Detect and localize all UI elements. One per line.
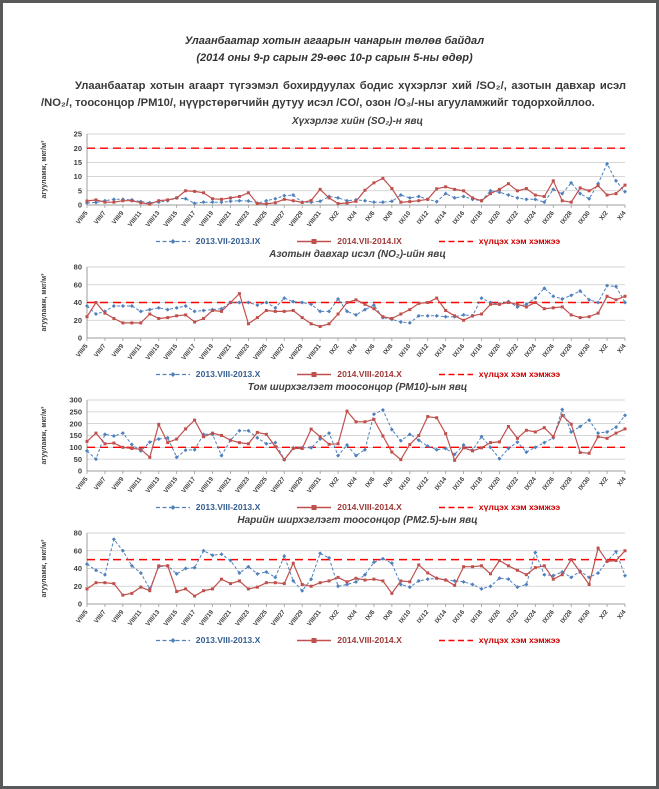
y-tick-label: 40 — [73, 563, 82, 573]
x-tick-label: IX/8 — [382, 608, 395, 622]
chart-pm25-plot — [37, 527, 632, 639]
legend-2014-swatch — [296, 503, 332, 512]
x-tick-label: VIII/17 — [180, 475, 198, 495]
x-tick-label: IX/24 — [523, 608, 538, 625]
x-tick-label: IX/4 — [346, 608, 359, 622]
x-tick-label: IX/16 — [451, 608, 467, 625]
x-tick-label: VIII/13 — [144, 475, 162, 495]
x-tick-label: VIII/17 — [180, 608, 198, 628]
x-tick-label: X/2 — [598, 209, 610, 222]
x-tick-label: IX/30 — [577, 608, 592, 625]
x-tick-label: IX/16 — [451, 342, 467, 359]
x-tick-label: VIII/9 — [110, 608, 126, 625]
x-tick-label: IX/28 — [559, 342, 574, 359]
x-tick-label: IX/30 — [577, 342, 592, 359]
legend-2013 — [155, 370, 261, 379]
x-tick-label: IX/10 — [397, 209, 413, 226]
charts-container — [37, 116, 632, 645]
legend-2013-label: 2013.VIII-2013.X — [195, 501, 261, 512]
x-tick-label: VIII/27 — [270, 475, 287, 495]
series-2013.VIII-2013.X — [85, 407, 627, 461]
x-tick-label: X/2 — [598, 475, 610, 488]
x-tick-label: IX/24 — [523, 475, 538, 492]
y-tick-label: 60 — [73, 545, 82, 555]
y-tick-label: 50 — [73, 454, 82, 464]
y-tick-label: 10 — [73, 171, 82, 181]
x-tick-label: VIII/27 — [270, 342, 287, 362]
legend-2014-label: 2014.VIII-2014.X — [337, 634, 402, 645]
legend-limit-label: хүлцэх хэм хэмжээ — [478, 634, 561, 645]
chart-pm25 — [37, 515, 632, 645]
x-tick-label: VIII/31 — [305, 209, 323, 229]
y-axis-label: агууламж, мкг/м³ — [41, 406, 48, 465]
chart-pm25-legend — [37, 636, 632, 645]
x-tick-label: VIII/15 — [162, 608, 180, 628]
legend-2014-swatch — [296, 636, 332, 645]
x-tick-label: VIII/29 — [288, 608, 305, 628]
x-tick-label: VIII/31 — [305, 475, 323, 495]
y-tick-label: 0 — [77, 599, 82, 609]
x-tick-label: VIII/7 — [92, 608, 108, 625]
x-tick-label: IX/28 — [559, 475, 574, 492]
x-tick-label: IX/6 — [364, 475, 377, 489]
x-tick-label: IX/8 — [382, 342, 395, 356]
x-tick-label: VIII/23 — [234, 342, 251, 362]
y-tick-label: 20 — [73, 581, 82, 591]
x-tick-label: VIII/9 — [110, 475, 126, 492]
y-tick-label: 80 — [73, 262, 82, 272]
y-tick-label: 20 — [73, 315, 82, 325]
legend-2013-label: 2013.VII-2013.IX — [195, 235, 261, 246]
legend-2014-label: 2014.VIII-2014.X — [337, 368, 402, 379]
chart-no2-title: Азотын давхар исэл (NO₂)-ийн явц — [269, 248, 446, 260]
y-tick-label: 150 — [69, 430, 82, 440]
chart-no2 — [37, 249, 632, 379]
x-tick-label: IX/22 — [505, 608, 520, 625]
x-tick-label: IX/30 — [577, 475, 592, 492]
legend-2014-label: 2014.VIII-2014.X — [337, 501, 402, 512]
x-tick-label: VIII/11 — [126, 342, 144, 361]
x-tick-label: VIII/11 — [126, 608, 144, 627]
x-tick-label: IX/26 — [541, 342, 556, 359]
x-tick-label: VIII/19 — [198, 342, 216, 362]
legend-2013-swatch — [155, 370, 191, 379]
x-tick-label: IX/6 — [364, 209, 377, 223]
x-tick-label: VIII/11 — [126, 475, 144, 494]
x-tick-label: IX/8 — [382, 475, 395, 489]
x-tick-label: IX/12 — [415, 608, 431, 625]
legend-limit-swatch — [438, 636, 474, 645]
chart-no2-plot — [37, 261, 632, 373]
legend-limit — [438, 370, 560, 379]
y-tick-label: 60 — [73, 279, 82, 289]
legend-2013-swatch — [155, 636, 191, 645]
chart-pm10-legend — [37, 503, 632, 512]
x-tick-label: VIII/5 — [75, 209, 90, 226]
y-tick-label: 0 — [77, 333, 82, 343]
x-tick-label: IX/10 — [397, 475, 413, 492]
x-tick-label: IX/16 — [451, 475, 467, 492]
x-tick-label: IX/12 — [415, 475, 431, 492]
legend-2014-swatch — [296, 370, 332, 379]
chart-so2-legend — [37, 237, 632, 246]
x-tick-label: VIII/7 — [92, 475, 108, 492]
x-tick-label: VIII/21 — [216, 608, 234, 628]
chart-pm10-plot — [37, 394, 632, 506]
x-tick-label: IX/22 — [505, 475, 520, 492]
legend-limit-label: хүлцэх хэм хэмжээ — [478, 368, 561, 379]
document-title: Улаанбаатар хотын агаарын чанарын төлөв байдал — [184, 35, 485, 47]
x-tick-label: IX/2 — [328, 342, 341, 356]
x-tick-label: IX/4 — [346, 209, 359, 223]
x-tick-label: VIII/31 — [305, 608, 323, 628]
x-tick-label: VIII/29 — [288, 475, 305, 495]
x-tick-label: VIII/17 — [180, 342, 198, 362]
legend-limit-swatch — [438, 370, 474, 379]
legend-2013-swatch — [155, 503, 191, 512]
legend-2014 — [296, 636, 402, 645]
x-tick-label: VIII/29 — [288, 342, 305, 362]
legend-limit-label: хүлцэх хэм хэмжээ — [478, 501, 561, 512]
x-tick-label: VIII/5 — [75, 475, 90, 492]
x-tick-label: VIII/27 — [270, 608, 287, 628]
x-tick-label: VIII/29 — [288, 209, 305, 229]
x-tick-label: X/4 — [616, 209, 628, 222]
y-tick-label: 15 — [73, 157, 82, 167]
x-tick-label: IX/10 — [397, 608, 413, 625]
x-tick-label: IX/4 — [346, 475, 359, 489]
x-tick-label: IX/22 — [505, 209, 520, 226]
x-tick-label: IX/14 — [433, 209, 449, 226]
x-tick-label: IX/28 — [559, 608, 574, 625]
x-tick-label: X/4 — [616, 475, 628, 488]
x-tick-label: IX/24 — [523, 342, 538, 359]
x-tick-label: IX/16 — [451, 209, 467, 226]
legend-2013-swatch — [155, 237, 191, 246]
x-tick-label: VIII/13 — [144, 209, 162, 229]
x-tick-label: VIII/25 — [252, 342, 269, 362]
chart-pm10 — [37, 382, 632, 512]
legend-limit-swatch — [438, 503, 474, 512]
x-tick-label: IX/12 — [415, 342, 431, 359]
x-tick-label: IX/20 — [487, 209, 503, 226]
x-tick-label: X/2 — [598, 342, 610, 355]
legend-2014-label: 2014.VII-2014.IX — [337, 235, 402, 246]
x-tick-label: X/2 — [598, 608, 610, 621]
y-tick-label: 250 — [69, 407, 82, 417]
legend-2014 — [296, 370, 402, 379]
x-tick-label: VIII/9 — [110, 342, 126, 359]
x-tick-label: IX/6 — [364, 342, 377, 356]
legend-limit-swatch — [438, 237, 474, 246]
x-tick-label: IX/28 — [559, 209, 574, 226]
chart-so2-title: Хүхэрлэг хийн (SO₂)-н явц — [291, 115, 424, 127]
x-tick-label: VIII/27 — [270, 209, 287, 229]
x-tick-label: VIII/31 — [305, 342, 323, 362]
x-tick-label: IX/12 — [415, 209, 431, 226]
chart-pm10-title: Том ширхэглэгт тоосонцор (PM10)-ын явц — [247, 381, 468, 393]
legend-2014-swatch — [296, 237, 332, 246]
legend-limit — [438, 237, 560, 246]
x-tick-label: VIII/17 — [180, 209, 198, 229]
x-tick-label: VIII/25 — [252, 475, 269, 495]
x-tick-label: VIII/7 — [92, 342, 108, 359]
x-tick-label: VIII/5 — [75, 608, 90, 625]
x-tick-label: VIII/15 — [162, 475, 180, 495]
chart-no2-legend — [37, 370, 632, 379]
x-tick-label: VIII/21 — [216, 342, 234, 362]
x-tick-label: IX/18 — [469, 342, 485, 359]
chart-pm25-title: Нарийн ширхэглэгт тоосонцор (PM2.5)-ын явц — [237, 514, 478, 526]
chart-so2 — [37, 116, 632, 246]
x-tick-label: VIII/9 — [110, 209, 126, 226]
x-tick-label: IX/18 — [469, 209, 485, 226]
legend-limit-label: хүлцэх хэм хэмжээ — [478, 235, 561, 246]
x-tick-label: VIII/21 — [216, 209, 234, 229]
x-tick-label: VIII/19 — [198, 475, 216, 495]
legend-2013 — [155, 636, 261, 645]
x-tick-label: VIII/13 — [144, 608, 162, 628]
legend-limit — [438, 503, 560, 512]
x-tick-label: VIII/23 — [234, 209, 251, 229]
x-tick-label: VIII/23 — [234, 608, 251, 628]
y-tick-label: 0 — [77, 200, 82, 210]
x-tick-label: IX/2 — [328, 475, 341, 489]
x-tick-label: IX/14 — [433, 342, 449, 359]
x-tick-label: IX/14 — [433, 608, 449, 625]
x-tick-label: IX/6 — [364, 608, 377, 622]
intro-paragraph: Улаанбаатар хотын агаарт түгээмэл бохирдуулах бодис хүхэрлэг хий /SO₂/, азотын давхар исэл /NO₂/, тоосонцор /PM10/, нүүрстөрөгчийн дутуу исэл /CO/, озон /O₃/-ны агууламжийг тодорхойллоо. — [41, 80, 626, 109]
y-tick-label: 200 — [69, 418, 82, 428]
x-tick-label: IX/10 — [397, 342, 413, 359]
y-tick-label: 80 — [73, 528, 82, 538]
x-tick-label: VIII/19 — [198, 209, 216, 229]
x-tick-label: VIII/21 — [216, 475, 234, 495]
x-tick-label: X/4 — [616, 608, 628, 621]
y-tick-label: 100 — [69, 442, 82, 452]
x-tick-label: VIII/13 — [144, 342, 162, 362]
x-tick-label: X/4 — [616, 342, 628, 355]
x-tick-label: VIII/25 — [252, 209, 269, 229]
y-axis-label: агууламж, мкг/м³ — [41, 273, 48, 332]
x-tick-label: IX/20 — [487, 608, 503, 625]
y-tick-label: 300 — [69, 395, 82, 405]
x-tick-label: IX/18 — [469, 608, 485, 625]
legend-2014 — [296, 503, 402, 512]
legend-2014 — [296, 237, 402, 246]
legend-2013 — [155, 237, 261, 246]
x-tick-label: IX/20 — [487, 342, 503, 359]
series-2014.VIII-2014.X — [86, 546, 627, 597]
x-tick-label: VIII/19 — [198, 608, 216, 628]
x-tick-label: IX/26 — [541, 475, 556, 492]
y-tick-label: 20 — [73, 143, 82, 153]
y-tick-label: 40 — [73, 297, 82, 307]
x-tick-label: IX/26 — [541, 209, 556, 226]
x-tick-label: VIII/7 — [92, 209, 108, 226]
legend-2013 — [155, 503, 261, 512]
x-tick-label: IX/26 — [541, 608, 556, 625]
x-tick-label: IX/20 — [487, 475, 503, 492]
x-tick-label: IX/18 — [469, 475, 485, 492]
x-tick-label: VIII/15 — [162, 342, 180, 362]
x-tick-label: VIII/23 — [234, 475, 251, 495]
chart-so2-plot — [37, 128, 632, 240]
x-tick-label: IX/24 — [523, 209, 538, 226]
x-tick-label: IX/2 — [328, 608, 341, 622]
legend-limit — [438, 636, 560, 645]
y-tick-label: 5 — [77, 185, 82, 195]
legend-2013-label: 2013.VIII-2013.X — [195, 368, 261, 379]
x-tick-label: IX/22 — [505, 342, 520, 359]
x-tick-label: IX/14 — [433, 475, 449, 492]
x-tick-label: IX/2 — [328, 209, 341, 223]
y-axis-label: агууламж, мкг/м³ — [41, 140, 48, 199]
y-tick-label: 25 — [73, 129, 82, 139]
legend-2013-label: 2013.VIII-2013.X — [195, 634, 261, 645]
x-tick-label: IX/30 — [577, 209, 592, 226]
document-subtitle: (2014 оны 9-р сарын 29-өөс 10-р сарын 5-ны өдөр) — [196, 51, 473, 64]
x-tick-label: IX/8 — [382, 209, 395, 223]
y-tick-label: 0 — [77, 466, 82, 476]
x-tick-label: VIII/5 — [75, 342, 90, 359]
x-tick-label: VIII/15 — [162, 209, 180, 229]
y-axis-label: агууламж, мкг/м³ — [41, 539, 48, 598]
x-tick-label: VIII/11 — [126, 209, 144, 228]
x-tick-label: IX/4 — [346, 342, 359, 356]
x-tick-label: VIII/25 — [252, 608, 269, 628]
